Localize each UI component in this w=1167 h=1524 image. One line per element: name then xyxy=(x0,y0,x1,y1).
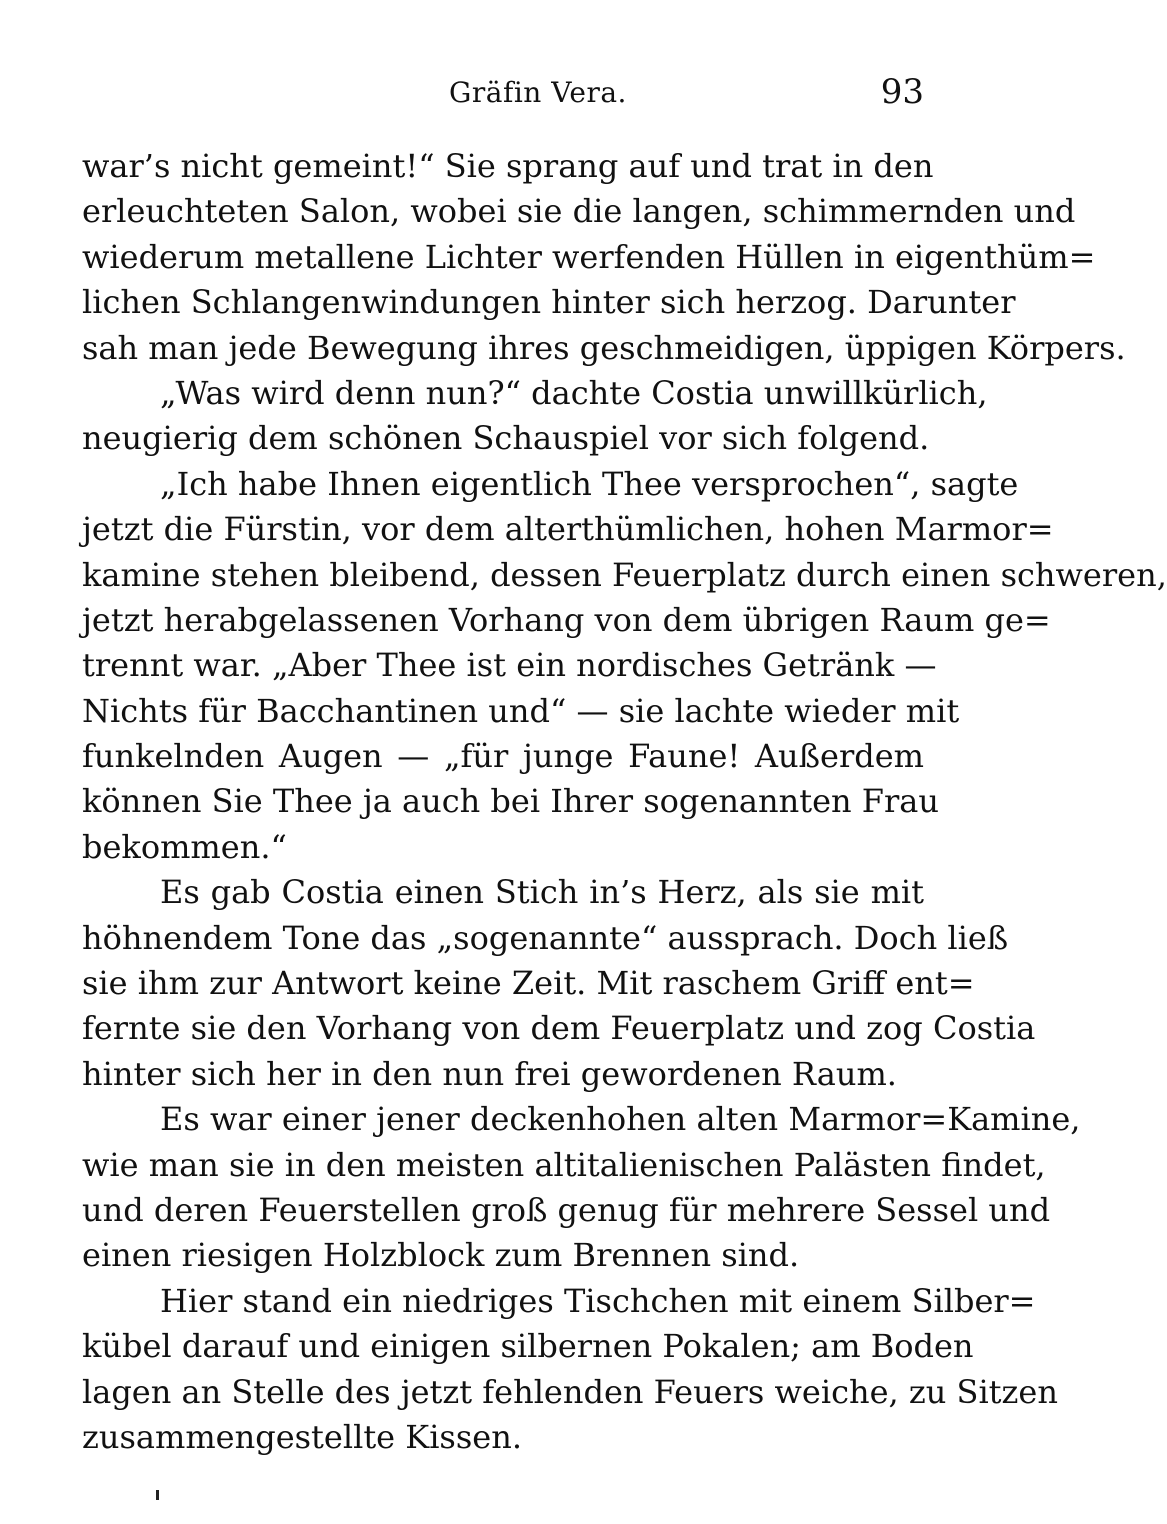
text-line: jetzt herabgelassenen Vorhang von dem übrigen Raum ge= xyxy=(82,600,1051,639)
text-line: war’s nicht gemeint!“ Sie sprang auf und trat in den xyxy=(82,147,934,185)
text-line: neugierig dem schönen Schauspiel vor sich folgend. xyxy=(82,419,930,458)
text-line: sie ihm zur Antwort keine Zeit. Mit raschem Griff ent= xyxy=(82,964,975,1003)
text-line: Es war einer jener deckenhohen alten Marmor=Kamine, xyxy=(160,1100,1081,1139)
text-line: funkelnden Augen — „für junge Faune! Außerdem xyxy=(82,737,924,776)
text-line: kamine stehen bleibend, dessen Feuerplatz durch einen schweren, xyxy=(82,555,1167,594)
running-title: Gräfin Vera. xyxy=(449,76,627,109)
text-line: erleuchteten Salon, wobei sie die langen, schimmernden und xyxy=(82,192,1076,231)
text-line: „Was wird denn nun?“ dachte Costia unwillkürlich, xyxy=(160,373,988,412)
text-line: fernte sie den Vorhang von dem Feuerplatz und zog Costia xyxy=(82,1009,1036,1048)
body-text xyxy=(82,144,1167,1460)
text-line: lichen Schlangenwindungen hinter sich herzog. Darunter xyxy=(82,283,1016,322)
running-header xyxy=(82,70,924,126)
text-line: wie man sie in den meisten altitalienischen Palästen findet, xyxy=(82,1145,1046,1184)
paragraph xyxy=(82,371,988,462)
text-line: Nichts für Bacchantinen und“ — sie lachte wieder mit xyxy=(82,691,960,730)
text-line: lagen an Stelle des jetzt fehlenden Feuers weiche, zu Sitzen xyxy=(82,1372,1058,1411)
page-number: 93 xyxy=(880,72,924,112)
margin-speck xyxy=(156,1490,159,1500)
text-line: hinter sich her in den nun frei gewordenen Raum. xyxy=(82,1054,897,1093)
text-line: zusammengestellte Kissen. xyxy=(82,1417,522,1456)
text-line: wiederum metallene Lichter werfenden Hüllen in eigenthüm= xyxy=(82,237,1096,276)
book-page xyxy=(82,70,1167,1460)
text-line: können Sie Thee ja auch bei Ihrer sogenannten Frau xyxy=(82,782,939,821)
text-line: bekommen.“ xyxy=(82,827,287,866)
text-line: jetzt die Fürstin, vor dem alterthümlichen, hohen Marmor= xyxy=(82,510,1054,549)
paragraph xyxy=(82,870,1036,1097)
text-line: Hier stand ein niedriges Tischchen mit einem Silber= xyxy=(160,1281,1036,1320)
text-line: sah man jede Bewegung ihres geschmeidigen, üppigen Körpers. xyxy=(82,328,1126,367)
paragraph xyxy=(82,1097,1081,1279)
text-line: höhnendem Tone das „sogenannte“ aussprach. Doch ließ xyxy=(82,918,1009,957)
text-line: kübel darauf und einigen silbernen Pokalen; am Boden xyxy=(82,1327,974,1366)
text-line: „Ich habe Ihnen eigentlich Thee versprochen“, sagte xyxy=(160,464,1019,503)
paragraph xyxy=(82,144,1126,371)
text-line: einen riesigen Holzblock zum Brennen sind. xyxy=(82,1236,800,1275)
paragraph xyxy=(82,462,1167,871)
text-line: Es gab Costia einen Stich in’s Herz, als sie mit xyxy=(160,873,924,912)
paragraph xyxy=(82,1279,1058,1461)
text-line: und deren Feuerstellen groß genug für mehrere Sessel und xyxy=(82,1190,1051,1229)
text-line: trennt war. „Aber Thee ist ein nordisches Getränk — xyxy=(82,646,937,685)
